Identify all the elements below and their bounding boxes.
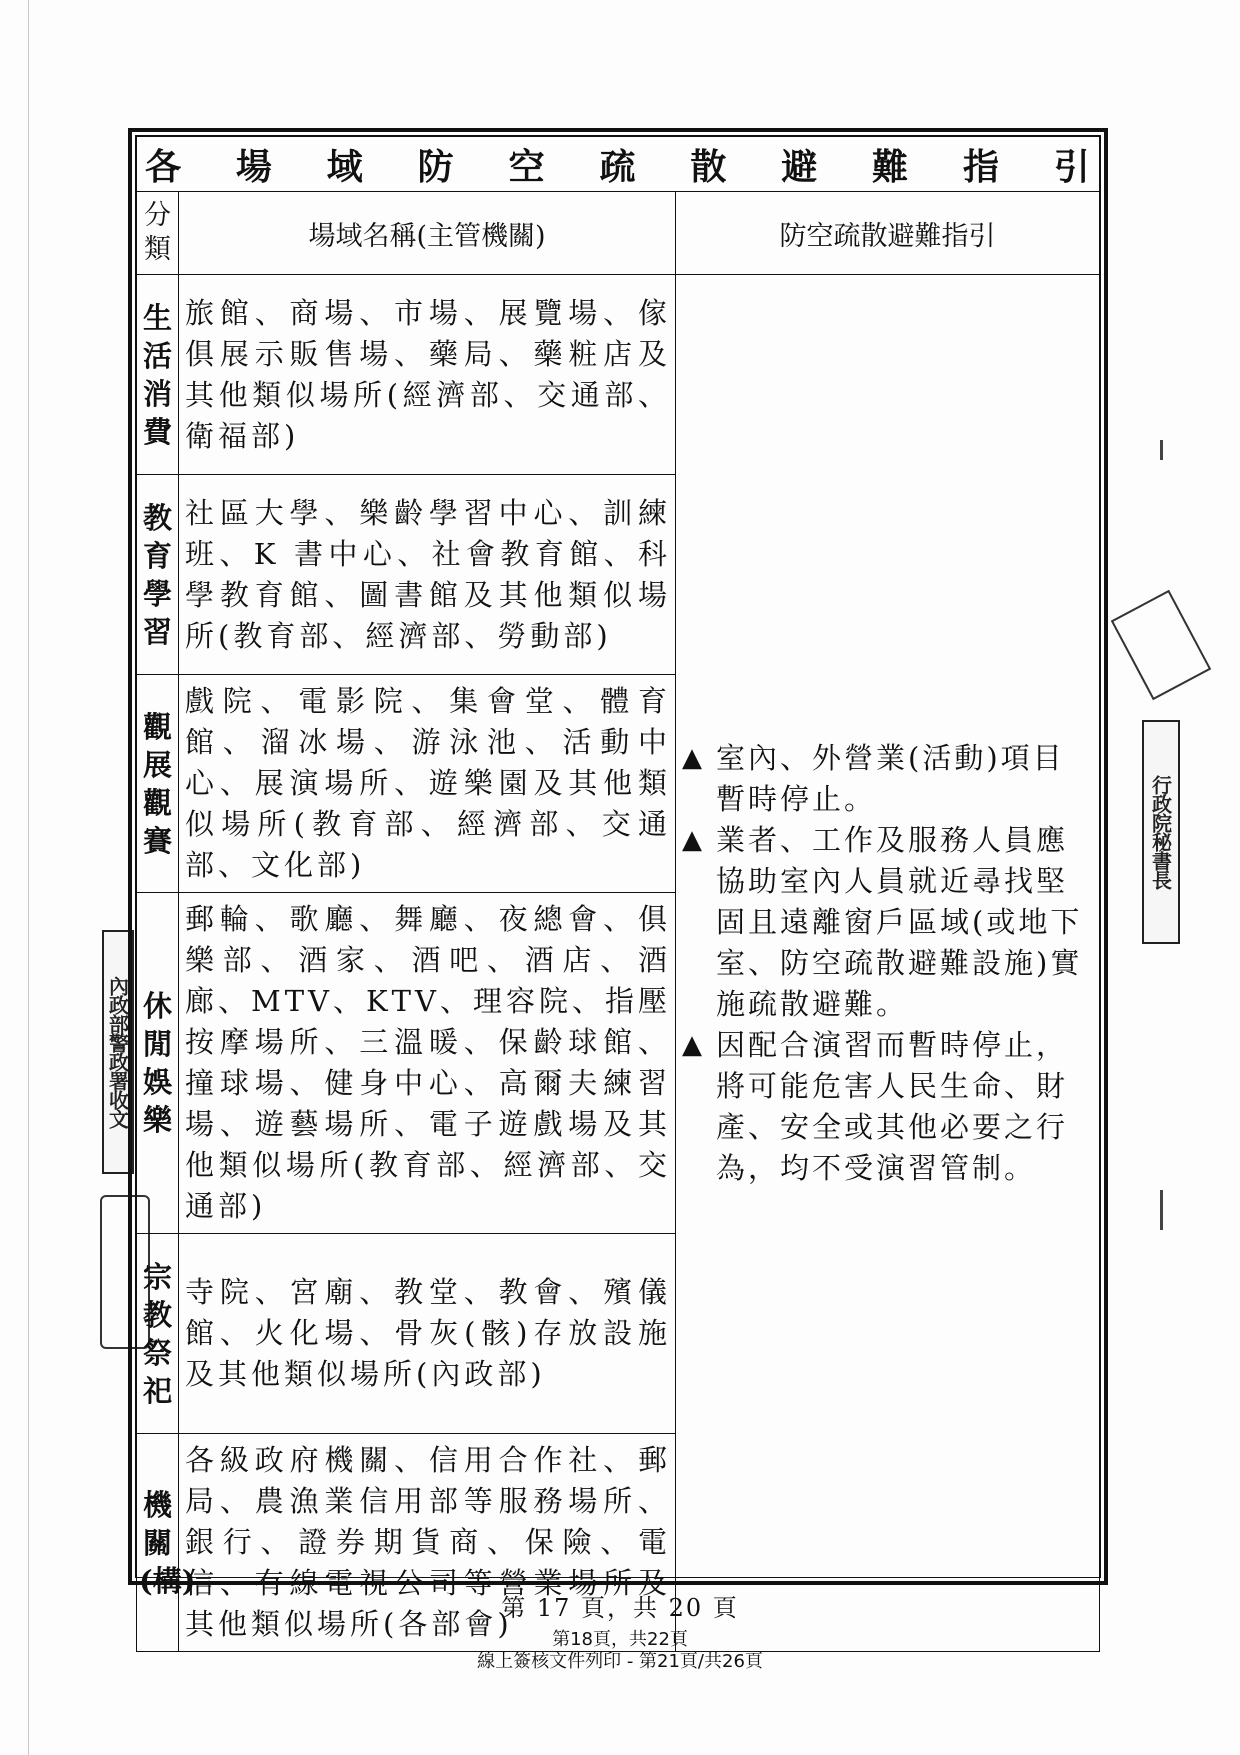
category-char: (構) xyxy=(139,1563,196,1598)
category-char: 祭 xyxy=(142,1335,172,1370)
venue-cell: 郵輪、歌廳、舞廳、夜總會、俱樂部、酒家、酒吧、酒店、酒廊、MTV、KTV、理容院、指壓按摩場所、三溫暖、保齡球館、撞球場、健身中心、高爾夫練習場、遊藝場所、電子遊戲場及其他類似場所(教育部、經濟部、交通部) xyxy=(179,893,676,1234)
category-char: 習 xyxy=(142,614,172,649)
category-char: 教 xyxy=(142,1297,172,1332)
category-char: 娛 xyxy=(142,1065,172,1099)
category-char: 觀 xyxy=(142,785,172,820)
category-cell xyxy=(137,893,179,1234)
category-char: 觀 xyxy=(142,709,172,744)
page-number-secondary: 第18頁，共22頁 xyxy=(552,1629,688,1650)
venue-cell: 社區大學、樂齡學習中心、訓練班、K 書中心、社會教育館、科學教育館、圖書館及其他類似場所(教育部、經濟部、勞動部) xyxy=(179,475,676,675)
header-venue: 場域名稱(主管機關) xyxy=(179,192,676,275)
triangle-bullet-icon: ▲ xyxy=(682,742,705,773)
scan-mark xyxy=(1160,1190,1163,1230)
title-char: 難 xyxy=(872,145,910,188)
guide-item: ▲ 因配合演習而暫時停止，將可能危害人民生命、財產、安全或其他必要之行為，均不受演習管制。 xyxy=(682,1025,1093,1189)
guide-item: ▲ 業者、工作及服務人員應協助室內人員就近尋找堅固且遠離窗戶區域(或地下室、防空疏散避難設施)實施疏散避難。 xyxy=(682,820,1093,1025)
title-char: 各 xyxy=(145,145,183,188)
title-char: 空 xyxy=(508,145,546,188)
category-cell xyxy=(137,475,179,675)
title-char: 域 xyxy=(326,145,364,188)
print-footer: 線上簽核文件列印 - 第21頁/共26頁 xyxy=(477,1651,763,1672)
stamp-left: 內政部警政署收文 xyxy=(102,930,134,1174)
header-category: 分 類 xyxy=(137,192,179,275)
title-char: 疏 xyxy=(599,145,637,188)
category-char: 展 xyxy=(142,747,172,782)
title-char: 散 xyxy=(690,145,728,188)
triangle-bullet-icon: ▲ xyxy=(682,824,705,855)
category-char: 學 xyxy=(142,576,172,611)
category-char: 休 xyxy=(142,989,172,1023)
category-char: 賽 xyxy=(142,823,172,858)
venue-cell: 各級政府機關、信用合作社、郵局、農漁業信用部等服務場所、銀行、證券期貨商、保險、電信、有線電視公司等營業場所及其他類似場所(各部會) xyxy=(179,1434,676,1652)
category-cell xyxy=(137,1234,179,1434)
venue-cell: 旅館、商場、市場、展覽場、傢俱展示販售場、藥局、藥粧店及其他類似場所(經濟部、交通部、衛福部) xyxy=(179,275,676,475)
venue-cell: 戲院、電影院、集會堂、體育館、溜冰場、游泳池、活動中心、展演場所、遊樂園及其他類似場所(教育部、經濟部、交通部、文化部) xyxy=(179,675,676,893)
category-char: 消 xyxy=(142,376,172,411)
header-guide: 防空疏散避難指引 xyxy=(676,192,1100,275)
triangle-bullet-icon: ▲ xyxy=(682,1029,705,1060)
margin-line xyxy=(28,0,29,1755)
receipt-seal-right xyxy=(1111,590,1212,700)
category-char: 生 xyxy=(142,300,172,335)
scan-mark xyxy=(1160,440,1163,460)
category-char: 機 xyxy=(142,1487,172,1522)
category-char: 閒 xyxy=(142,1027,172,1061)
guide-cell xyxy=(676,275,1100,1652)
category-char: 祀 xyxy=(142,1373,172,1408)
page-number: 第 17 頁，共 20 頁 xyxy=(501,1594,739,1622)
evacuation-guide-table xyxy=(136,136,1100,1652)
title-char: 指 xyxy=(963,145,1001,188)
venue-cell: 寺院、宮廟、教堂、教會、殯儀館、火化場、骨灰(骸)存放設施及其他類似場所(內政部) xyxy=(179,1234,676,1434)
category-char: 宗 xyxy=(142,1259,172,1294)
category-char: 教 xyxy=(142,500,172,535)
title-char: 避 xyxy=(781,145,819,188)
category-char: 活 xyxy=(142,338,172,373)
guide-item: ▲ 室內、外營業(活動)項目暫時停止。 xyxy=(682,738,1093,820)
category-char: 樂 xyxy=(142,1103,172,1137)
title-char: 場 xyxy=(235,145,273,188)
category-cell xyxy=(137,275,179,475)
title-char: 防 xyxy=(417,145,455,188)
category-char: 費 xyxy=(142,414,172,449)
table-title xyxy=(137,139,1099,190)
category-cell xyxy=(137,675,179,893)
category-char: 育 xyxy=(142,538,172,573)
category-char: 關 xyxy=(142,1525,172,1560)
title-char: 引 xyxy=(1053,145,1091,188)
stamp-right: 行政院秘書長 xyxy=(1142,720,1180,944)
